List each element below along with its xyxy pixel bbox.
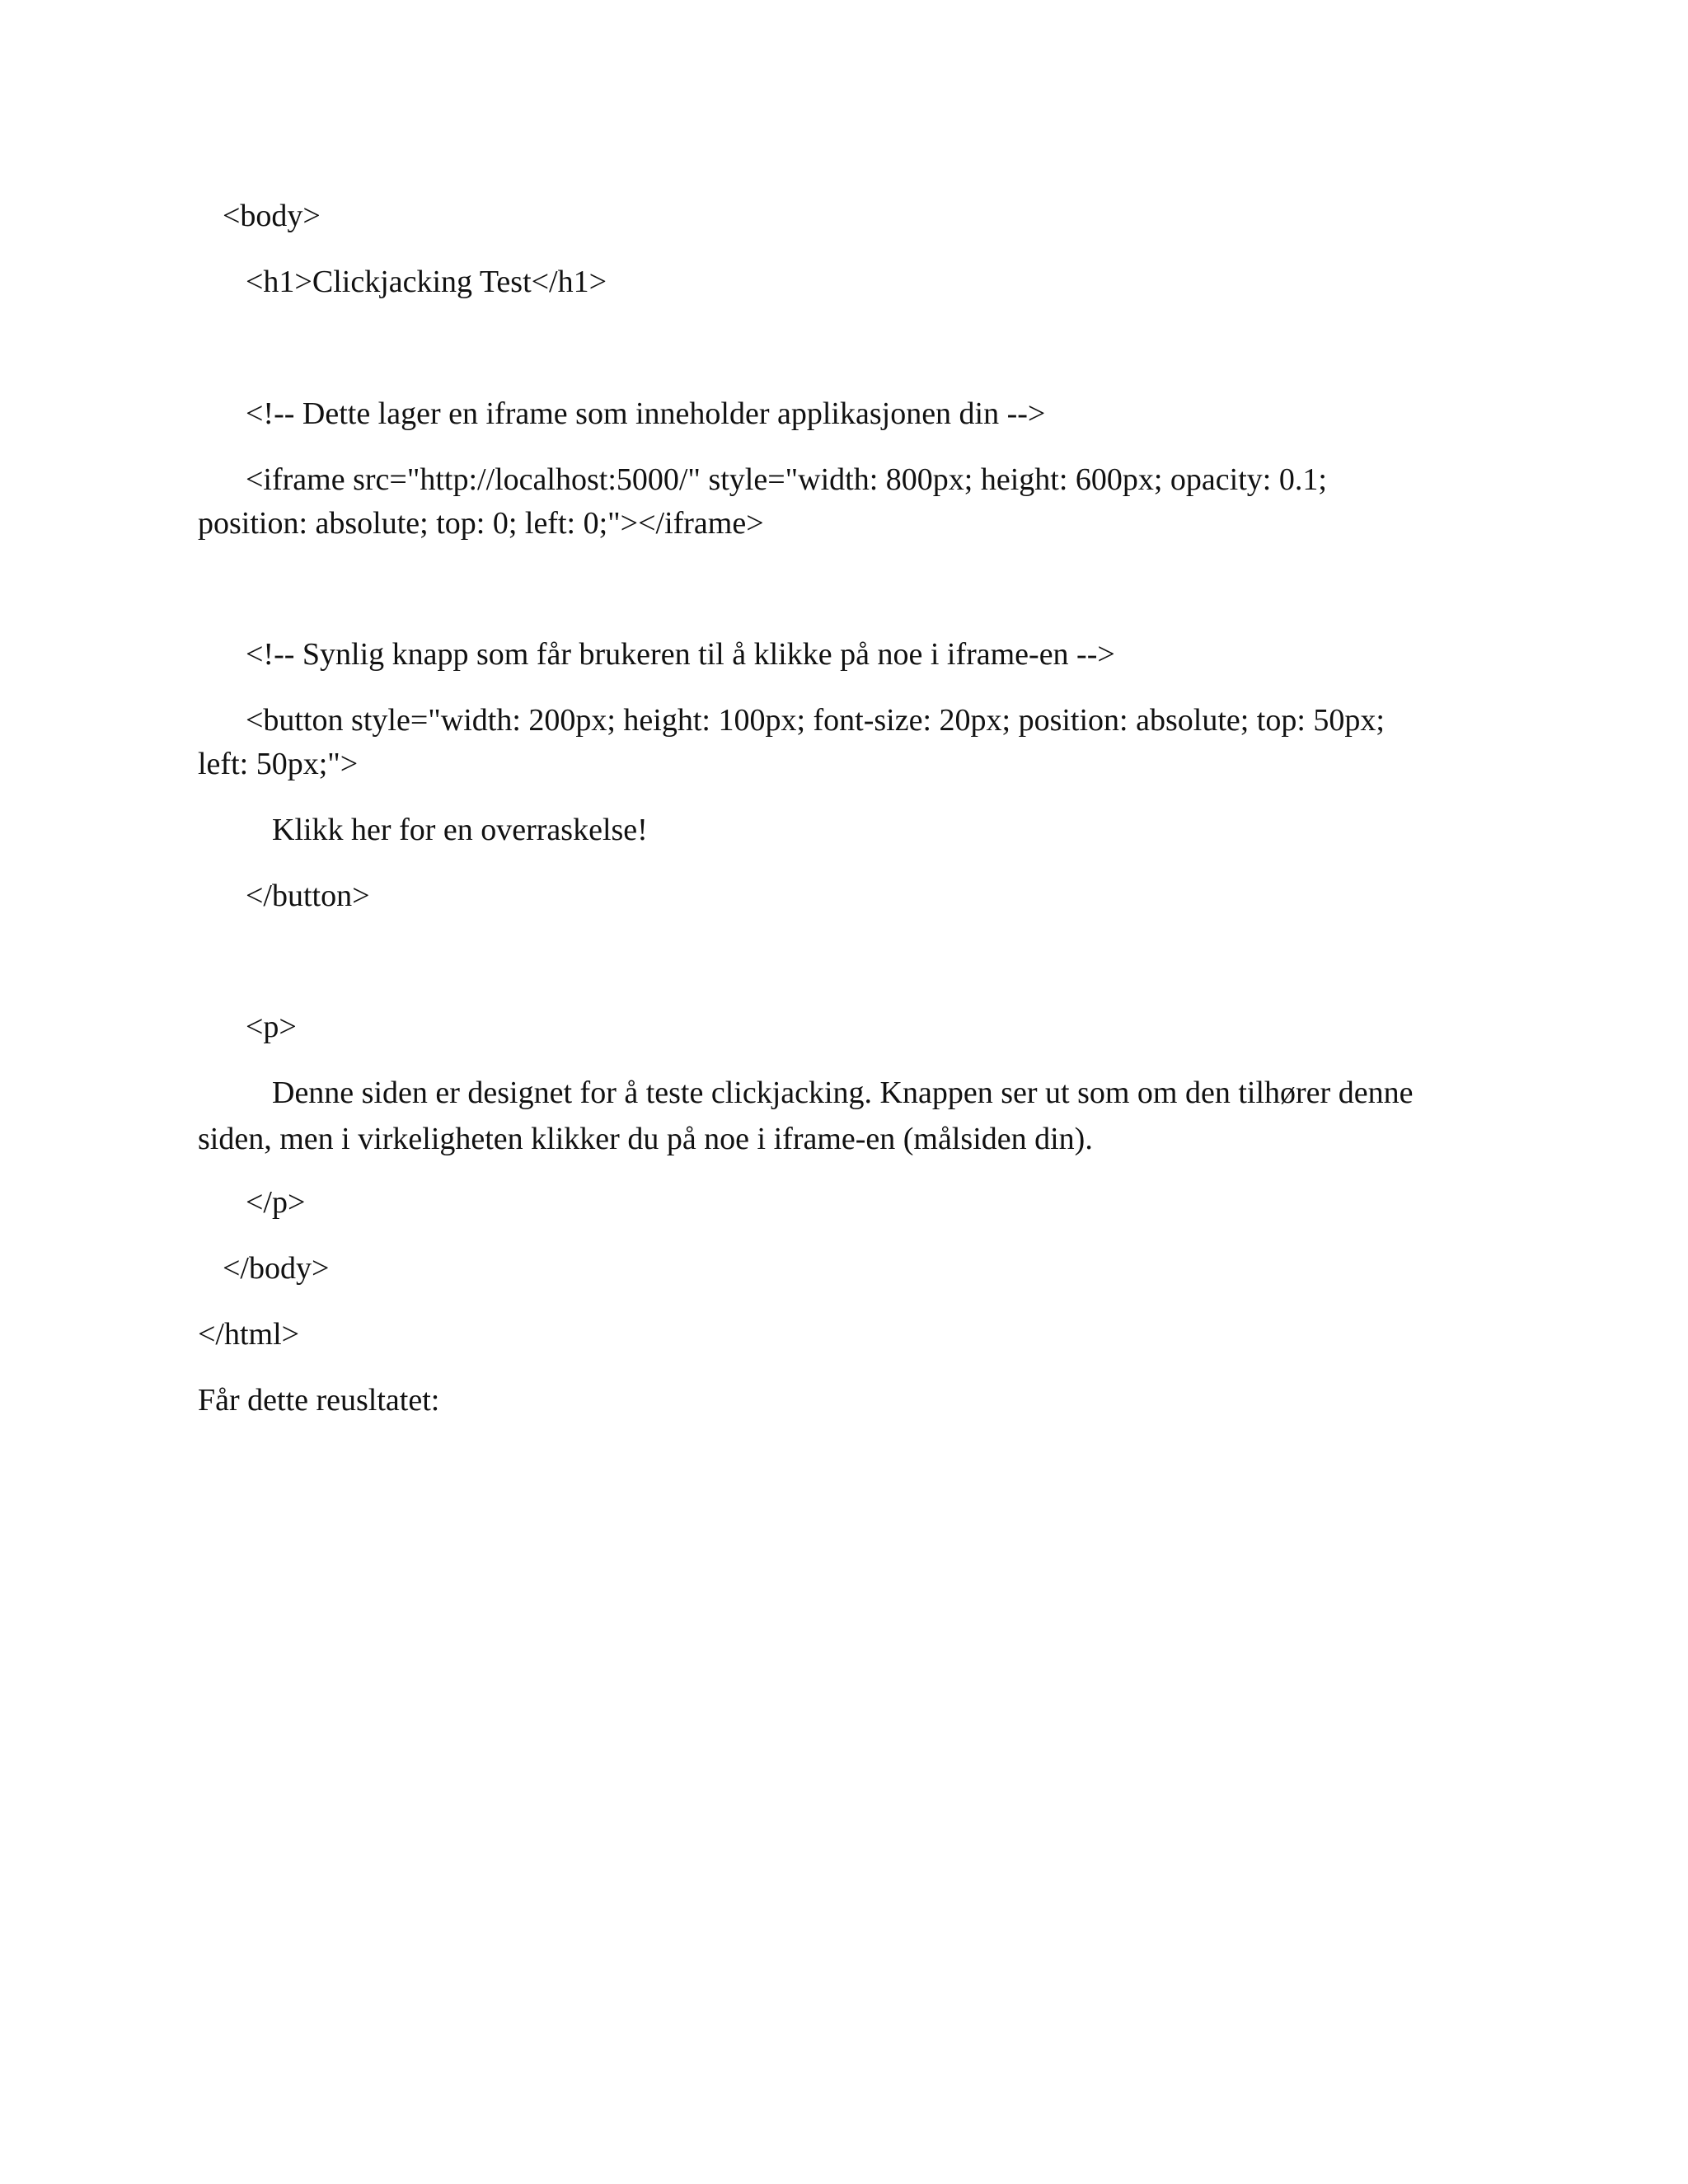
code-line-iframe-2: position: absolute; top: 0; left: 0;"></iframe> [198, 506, 764, 541]
code-comment-button: <!-- Synlig knapp som får brukeren til å klikke på noe i iframe-en --> [246, 637, 1115, 672]
result-caption: Får dette reusltatet: [198, 1383, 440, 1418]
code-line-body-close: </body> [223, 1251, 330, 1286]
code-line-iframe-1: <iframe src="http://localhost:5000/" style="width: 800px; height: 600px; opacity: 0.1; [246, 462, 1327, 497]
code-line-button-2: left: 50px;"> [198, 747, 359, 781]
code-comment-iframe: <!-- Dette lager en iframe som inneholder applikasjonen din --> [246, 396, 1046, 431]
code-line-p-text-1: Denne siden er designet for å teste clickjacking. Knappen ser ut som om den tilhører denne [272, 1076, 1414, 1110]
code-line-button-close: </button> [246, 879, 370, 913]
code-line-button-1: <button style="width: 200px; height: 100px; font-size: 20px; position: absolute; top: 50px; [246, 703, 1385, 738]
code-line-h1: <h1>Clickjacking Test</h1> [246, 265, 607, 299]
code-line-p-close: </p> [246, 1185, 306, 1220]
code-line-p-open: <p> [246, 1010, 297, 1044]
code-line-body-open: <body> [223, 199, 321, 233]
code-line-html-close: </html> [198, 1317, 300, 1352]
code-line-button-text: Klikk her for en overraskelse! [272, 813, 648, 847]
code-line-p-text-2: siden, men i virkeligheten klikker du på noe i iframe-en (målsiden din). [198, 1122, 1093, 1156]
